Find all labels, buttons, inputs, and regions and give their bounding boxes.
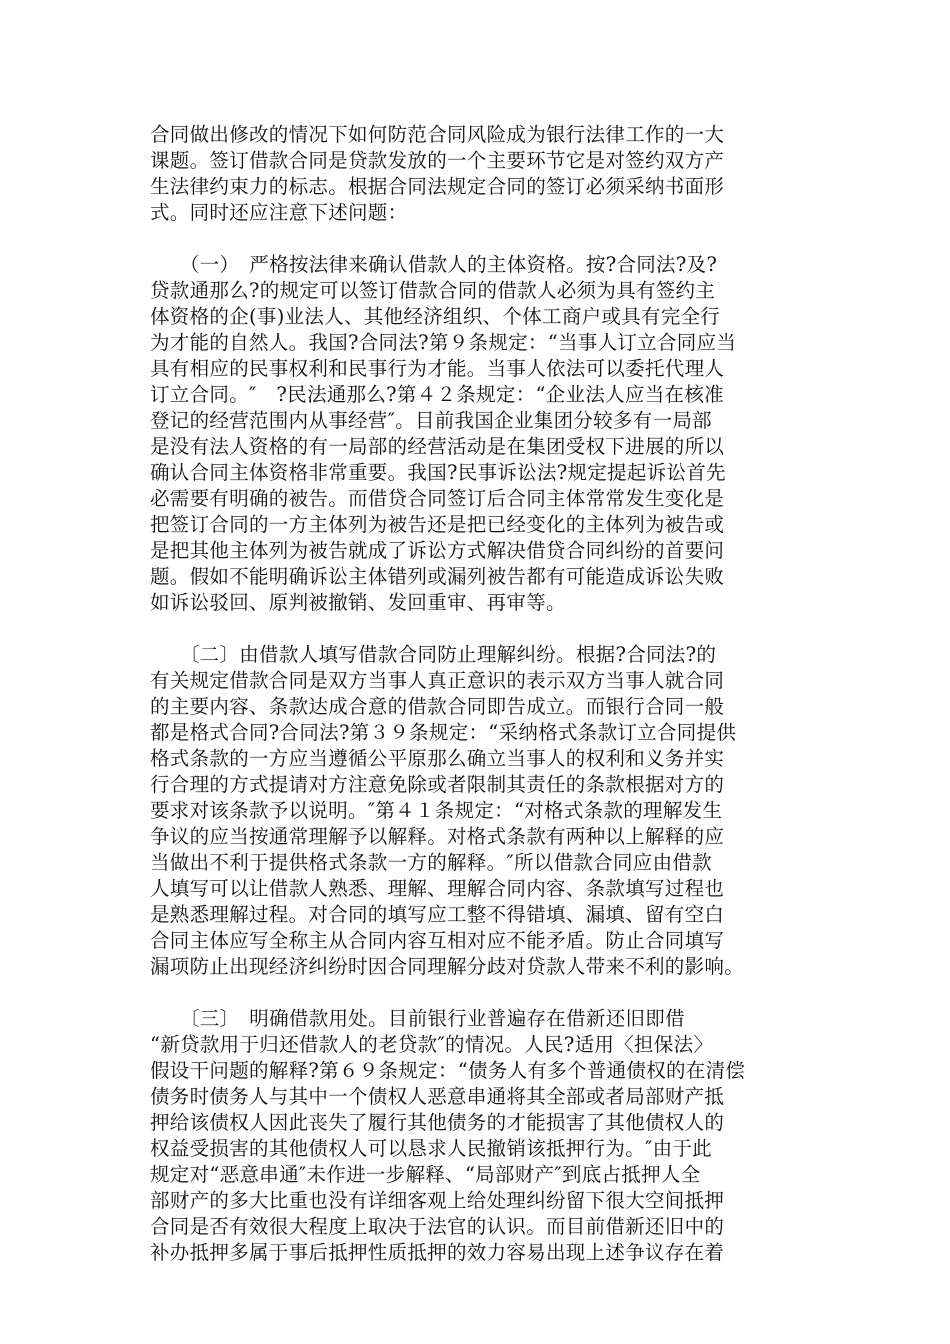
intro-paragraph: [150, 122, 810, 226]
section-2-paragraph: [150, 642, 810, 980]
text-line: 合同做出修改的情况下如何防范合同风险成为银行法律工作的一大: [150, 123, 725, 146]
section-1-paragraph: [150, 252, 810, 616]
text-line: 登记的经营范围内从事经营″。目前我国企业集团分较多有一局部: [150, 409, 712, 432]
text-line: 把签订合同的一方主体列为被告还是把已经变化的主体列为被告或: [150, 513, 725, 536]
text-line: 的主要内容、条款达成合意的借款合同即告成立。而银行合同一般: [150, 695, 725, 718]
text-line: （一） 严格按法律来确认借款人的主体资格。按?合同法?及?: [150, 253, 718, 276]
text-line: 行合理的方式提请对方注意免除或者限制其责任的条款根据对方的: [150, 773, 725, 796]
text-line: 贷款通那么?的规定可以签订借款合同的借款人必须为具有签约主: [150, 279, 716, 302]
section-3-paragraph: [150, 1006, 810, 1266]
paragraph-spacer: [150, 226, 810, 252]
text-line: 格式条款的一方应当遵循公平原那么确立当事人的权利和义务并实: [150, 747, 725, 770]
text-line: 当做出不利于提供格式条款一方的解释。″所以借款合同应由借款: [150, 851, 712, 874]
text-line: 都是格式合同?合同法?第３９条规定：“采纳格式条款订立合同提供: [150, 721, 737, 744]
text-line: 是熟悉理解过程。对合同的填写应工整不得错填、漏填、留有空白: [150, 903, 725, 926]
text-line: 〔三〕 明确借款用处。目前银行业普遍存在借新还旧即借: [150, 1007, 685, 1030]
text-line: 题。假如不能明确诉讼主体错列或漏列被告都有可能造成诉讼失败: [150, 565, 725, 588]
text-line: “新贷款用于归还借款人的老贷款″的情况。人民?适用〈担保法〉: [150, 1033, 714, 1056]
text-line: 体资格的企(事)业法人、其他经济组织、个体工商户或具有完全行: [150, 305, 721, 328]
paragraph-spacer: [150, 980, 810, 1006]
text-line: 合同是否有效很大程度上取决于法官的认识。而目前借新还旧中的: [150, 1215, 725, 1238]
text-line: 是没有法人资格的有一局部的经营活动是在集团受权下进展的所以: [150, 435, 725, 458]
text-line: 有关规定借款合同是双方当事人真正意识的表示双方当事人就合同: [150, 669, 725, 692]
text-line: 如诉讼驳回、原判被撤销、发回重审、再审等。: [150, 591, 566, 614]
text-line: 〔二〕由借款人填写借款合同防止理解纠纷。根据?合同法?的: [150, 643, 717, 666]
text-line: 生法律约束力的标志。根据合同法规定合同的签订必须采纳书面形: [150, 175, 725, 198]
paragraph-spacer: [150, 616, 810, 642]
text-line: 规定对“恶意串通″未作进一步解释、“局部财产″到底占抵押人全: [150, 1163, 701, 1186]
text-line: 必需要有明确的被告。而借贷合同签订后合同主体常常发生变化是: [150, 487, 725, 510]
text-line: 人填写可以让借款人熟悉、理解、理解合同内容、条款填写过程也: [150, 877, 725, 900]
text-line: 合同主体应写全称主从合同内容互相对应不能矛盾。防止合同填写: [150, 929, 725, 952]
text-line: 押给该债权人因此丧失了履行其他债务的才能损害了其他债权人的: [150, 1111, 725, 1134]
text-line: 漏项防止出现经济纠纷时因合同理解分歧对贷款人带来不利的影响。: [150, 955, 745, 978]
text-line: 争议的应当按通常理解予以解释。对格式条款有两种以上解释的应: [150, 825, 725, 848]
text-line: 要求对该条款予以说明。″第４１条规定：“对格式条款的理解发生: [150, 799, 723, 822]
text-line: 债务时债务人与其中一个债权人恶意串通将其全部或者局部财产抵: [150, 1085, 725, 1108]
text-line: 权益受损害的其他债权人可以恳求人民撤销该抵押行为。″由于此: [150, 1137, 712, 1160]
document-body: [150, 122, 810, 1266]
text-line: 补办抵押多属于事后抵押性质抵押的效力容易出现上述争议存在着: [150, 1241, 725, 1264]
text-line: 确认合同主体资格非常重要。我国?民事诉讼法?规定提起诉讼首先: [150, 461, 726, 484]
text-line: 假设干问题的解释?第６９条规定：“债务人有多个普通债权的在清偿: [150, 1059, 746, 1082]
text-line: 具有相应的民事权利和民事行为才能。当事人依法可以委托代理人: [150, 357, 725, 380]
text-line: 课题。签订借款合同是贷款发放的一个主要环节它是对签约双方产: [150, 149, 725, 172]
text-line: 式。同时还应注意下述问题：: [150, 201, 408, 224]
text-line: 订立合同。″ ?民法通那么?第４２条规定：“企业法人应当在核准: [150, 383, 724, 406]
text-line: 为才能的自然人。我国?合同法?第９条规定：“当事人订立合同应当: [150, 331, 737, 354]
text-line: 部财产的多大比重也没有详细客观上给处理纠纷留下很大空间抵押: [150, 1189, 725, 1212]
text-line: 是把其他主体列为被告就成了诉讼方式解决借贷合同纠纷的首要问: [150, 539, 725, 562]
